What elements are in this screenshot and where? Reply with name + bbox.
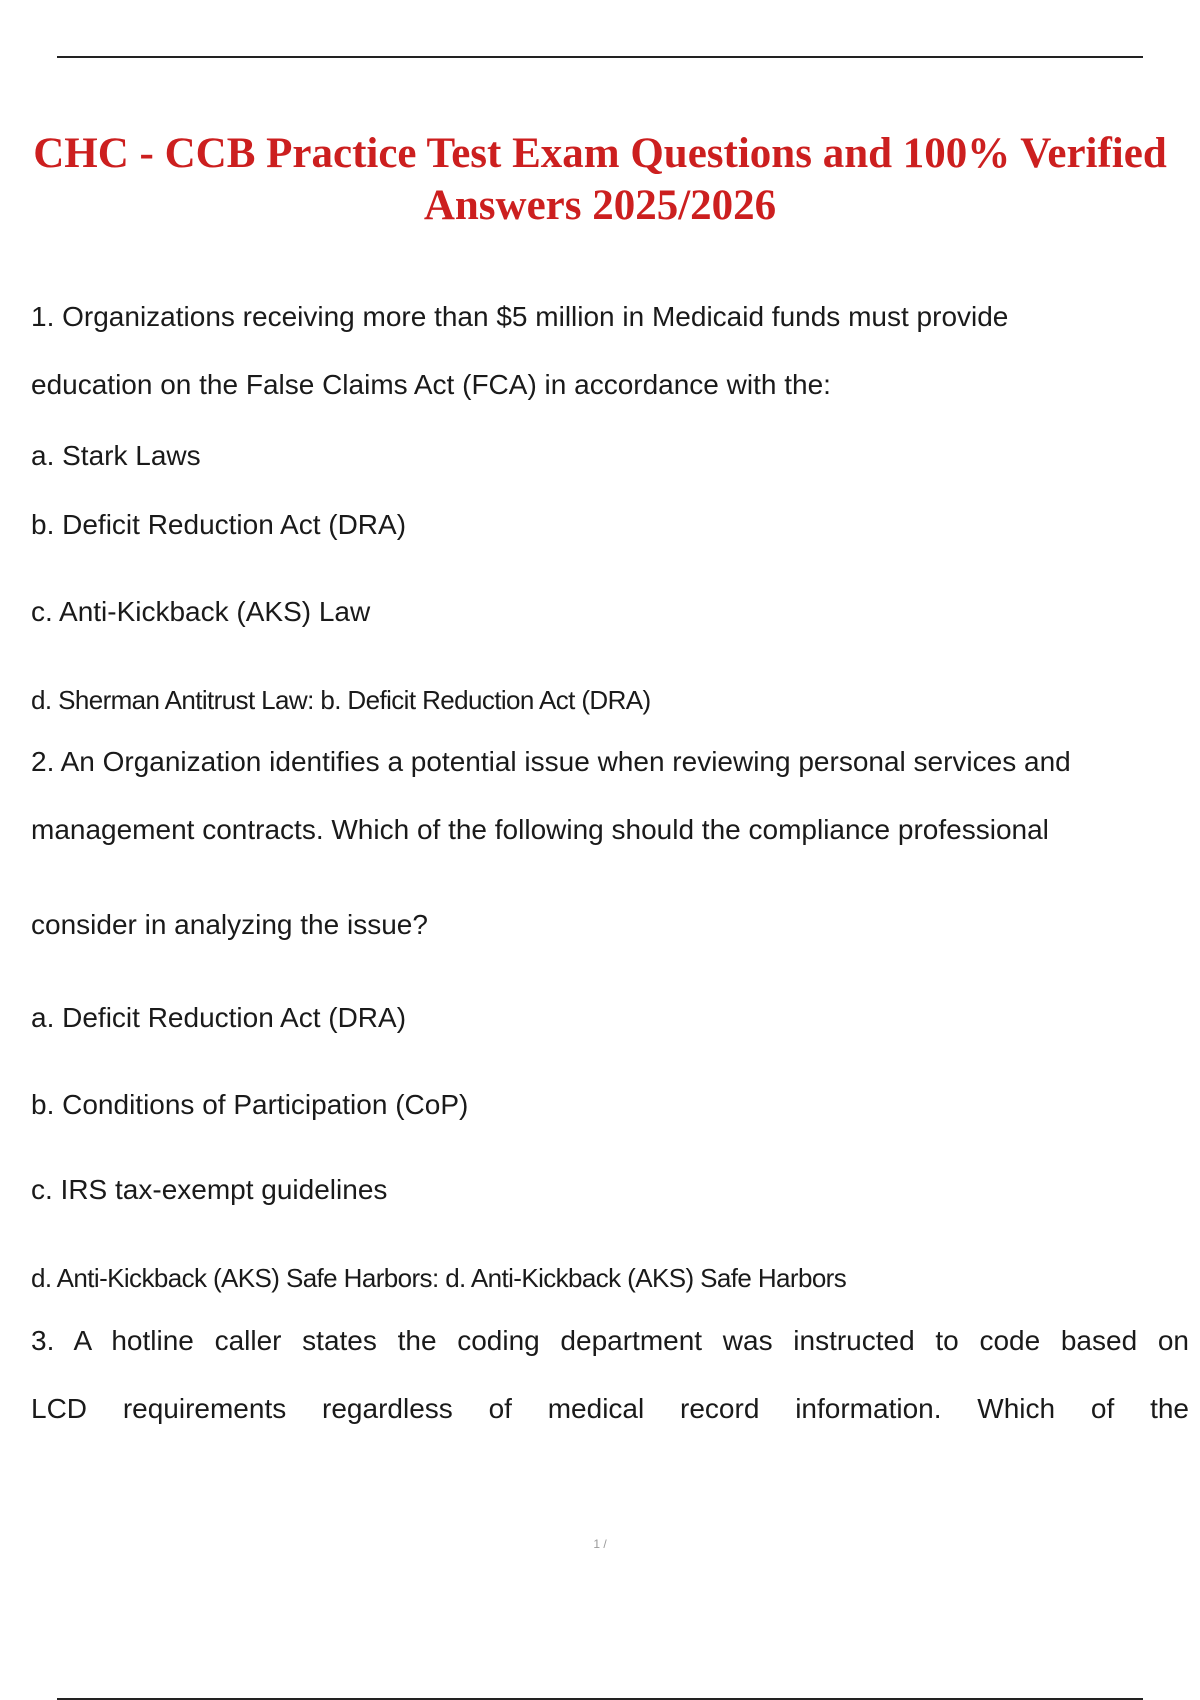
question-2-option-d-answer: d. Anti-Kickback (AKS) Safe Harbors: d. Anti-Kickback (AKS) Safe Harbors [31,1263,847,1293]
question-1-option-a: a. Stark Laws [31,440,201,471]
question-1-option-d-answer: d. Sherman Antitrust Law: b. Deficit Reduction Act (DRA) [31,685,651,715]
question-2-stem-line-2: management contracts. Which of the following should the compliance professional [31,814,1049,845]
page-title [20,128,1180,232]
title-line-1: CHC - CCB Practice Test Exam Questions and 100% Verified [33,130,1167,177]
question-3-stem-line-2: LCD requirements regardless of medical record information. Which of the [31,1393,1189,1424]
question-2-stem-line-3: consider in analyzing the issue? [31,909,428,940]
question-1-stem-line-1: 1. Organizations receiving more than $5 million in Medicaid funds must provide [31,301,1009,332]
question-1-stem-line-2: education on the False Claims Act (FCA) in accordance with the: [31,369,831,400]
top-rule [57,56,1143,58]
page-number: 1 / [593,1537,607,1551]
title-line-2: Answers 2025/2026 [423,182,777,229]
question-1-option-c: c. Anti-Kickback (AKS) Law [31,596,371,627]
question-2-option-b: b. Conditions of Participation (CoP) [31,1089,469,1120]
question-2-option-a: a. Deficit Reduction Act (DRA) [31,1002,407,1033]
question-1-option-b: b. Deficit Reduction Act (DRA) [31,509,407,540]
question-3-stem-line-1: 3. A hotline caller states the coding department was instructed to code based on [31,1325,1189,1356]
question-2-option-c: c. IRS tax-exempt guidelines [31,1174,388,1205]
question-2-stem-line-1: 2. An Organization identifies a potential issue when reviewing personal services and [31,746,1071,777]
